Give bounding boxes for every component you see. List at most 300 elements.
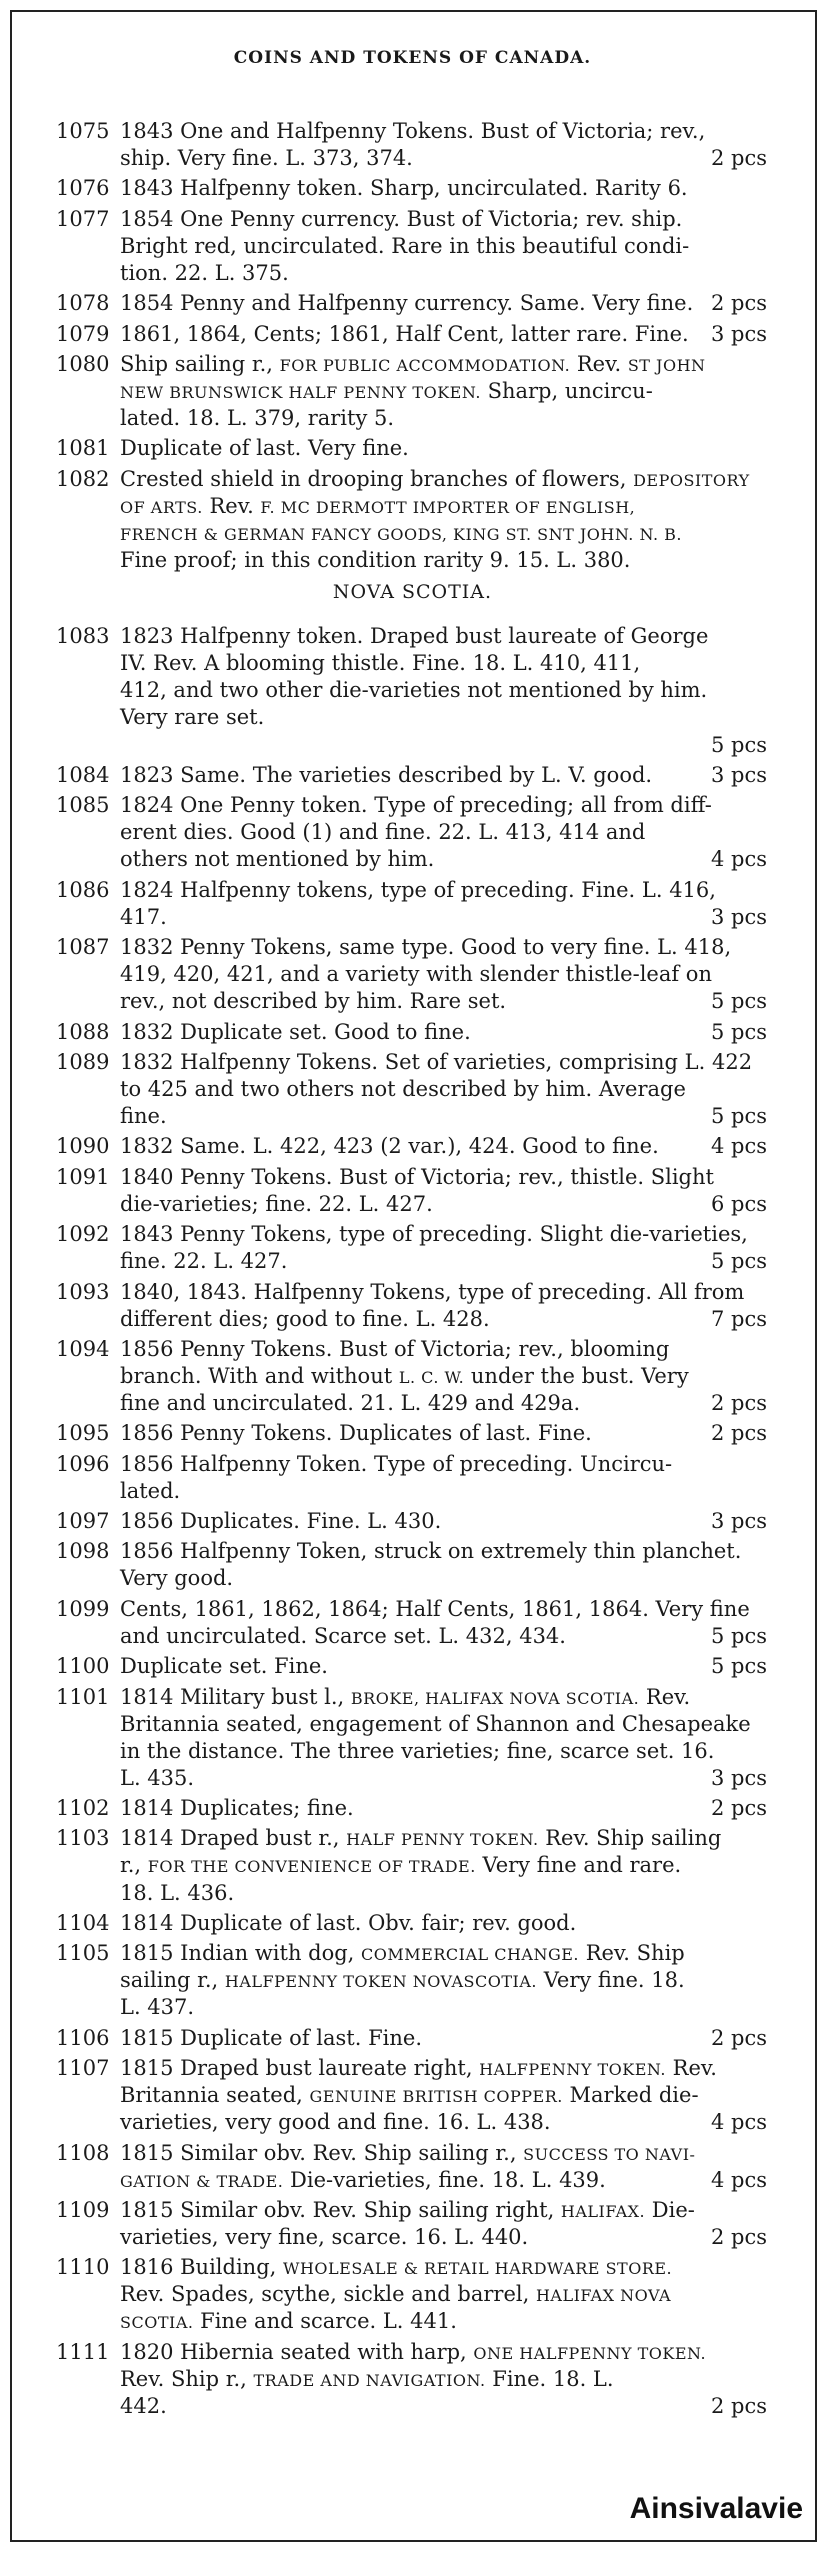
lot-quantity: 2 pcs [710, 2224, 767, 2249]
lot-text [120, 1221, 748, 1248]
lot-number: 1082 [56, 466, 110, 491]
lot-quantity: 4 pcs [710, 847, 767, 872]
lot-text [120, 547, 630, 574]
lot-quantity: 3 pcs [710, 904, 767, 929]
lot-text [120, 2254, 672, 2282]
lot-line [0, 290, 825, 317]
lot-number: 1111 [56, 2339, 110, 2364]
lot-text-run: Fine proof; in this condition rarity 9. 15. L. 380. [120, 547, 631, 572]
lot-line [0, 1508, 825, 1535]
lot-text [120, 466, 750, 494]
lot-line [0, 2025, 825, 2052]
lot-legend: NEW BRUNSWICK HALF PENNY TOKEN. [120, 382, 481, 402]
lot-text-run: 18. L. 436. [120, 1880, 235, 1905]
lot-line [0, 704, 825, 731]
lot-text [120, 961, 712, 988]
lot-text [120, 934, 731, 961]
lot-text-run: L. 435. [120, 1765, 195, 1790]
lot-text-run: 1815 Similar obv. Rev. Ship sailing r., [120, 2140, 524, 2165]
lot-text [120, 1133, 659, 1160]
lot-line [0, 1967, 825, 1994]
lot-text-run: 1856 Penny Tokens. Bust of Victoria; rev., blooming [120, 1336, 670, 1361]
lot-line [0, 1451, 825, 1478]
lot-text-run: to 425 and two others not described by him. Average [120, 1076, 686, 1101]
lot-line [0, 1390, 825, 1417]
lot-number: 1104 [56, 1910, 110, 1935]
lot-text-run: fine. 22. L. 427. [120, 1249, 288, 1274]
lot-text-run: 1843 Penny Tokens, type of preceding. Slight die-varieties, [120, 1222, 748, 1247]
lot-line [0, 846, 825, 873]
lot-text [120, 1508, 441, 1535]
lot-legend: WHOLESALE & RETAIL HARDWARE STORE. [283, 2259, 673, 2279]
lot-legend: DEPOSITORY [633, 470, 750, 490]
lot-text-run: 1832 Duplicate set. Good to fine. [120, 1019, 471, 1044]
lot-line [0, 792, 825, 819]
lot-text [120, 1738, 714, 1765]
lot-text [120, 1390, 580, 1417]
lot-line [0, 2339, 825, 2366]
lot-text [120, 1076, 686, 1103]
lot-text-run: 1840 Penny Tokens. Bust of Victoria; rev., thistle. Slight [120, 1164, 714, 1189]
lot-line [0, 1164, 825, 1191]
lot-line [0, 2393, 825, 2420]
lot-text-run: 412, and two other die-varieties not mentioned by him. [120, 678, 708, 703]
lot-legend: TRADE AND NAVIGATION. [253, 2370, 486, 2390]
lot-text [120, 650, 640, 677]
lot-number: 1079 [56, 321, 110, 346]
lot-line [0, 934, 825, 961]
lot-text-run: 1832 Penny Tokens, same type. Good to very fine. L. 418, [120, 935, 732, 960]
lot-quantity: 3 pcs [710, 1765, 767, 1790]
lot-text [120, 677, 707, 704]
lot-number: 1101 [56, 1684, 110, 1709]
lot-text [120, 1596, 750, 1623]
lot-line [0, 1940, 825, 1967]
lot-line [0, 1248, 825, 1275]
lot-legend: HALIFAX. [560, 2201, 646, 2221]
lot-line [0, 1279, 825, 1306]
lot-number: 1086 [56, 877, 110, 902]
lot-line [0, 1825, 825, 1852]
lot-text-run: 1856 Penny Tokens. Duplicates of last. Fine. [120, 1421, 592, 1446]
lot-text-run: 1823 Halfpenny token. Draped bust laureate of George [120, 624, 709, 649]
lot-line [0, 1623, 825, 1650]
lot-text-run: Fine. 18. L. [485, 2366, 614, 2391]
lot-quantity: 4 pcs [710, 1134, 767, 1159]
lot-text [120, 435, 409, 462]
lot-number: 1091 [56, 1164, 110, 1189]
lot-line [0, 732, 825, 759]
lot-text-run: and uncirculated. Scarce set. L. 432, 434. [120, 1623, 566, 1648]
lot-line [0, 623, 825, 650]
lot-text [120, 2308, 457, 2336]
lot-text-run: 1814 Military bust l., [120, 1684, 351, 1709]
lot-text-run: Rev. Ship r., [120, 2366, 254, 2391]
lot-line [0, 2055, 825, 2082]
lot-number: 1093 [56, 1279, 110, 1304]
lot-text-run: 1815 Draped bust laureate right, [120, 2056, 480, 2080]
lot-text-run: Cents, 1861, 1862, 1864; Half Cents, 1861, 1864. Very fine [120, 1596, 750, 1621]
lot-text [120, 988, 506, 1015]
lot-number: 1089 [56, 1049, 110, 1074]
lot-legend: SUCCESS TO NAVI- [523, 2144, 696, 2164]
lot-legend: HALFPENNY TOKEN. [479, 2060, 666, 2079]
lot-text [120, 1684, 690, 1712]
lot-text [120, 1478, 180, 1505]
lot-line [0, 1103, 825, 1130]
lot-text [120, 904, 167, 931]
lot-text-run: 1820 Hibernia seated with harp, [120, 2339, 474, 2364]
lot-text [120, 118, 705, 145]
lot-legend: COMMERCIAL CHANGE. [361, 1945, 580, 1965]
lot-text [120, 1103, 167, 1130]
lot-text-run: Rev. Ship sailing [538, 1826, 722, 1851]
lot-number: 1090 [56, 1134, 110, 1159]
lot-line [0, 650, 825, 677]
lot-text [120, 2140, 695, 2168]
lot-line [0, 1336, 825, 1363]
lot-text-run: in the distance. The three varieties; fine, scarce set. 16. [120, 1738, 715, 1763]
lot-line [0, 466, 825, 493]
lot-line [0, 1133, 825, 1160]
lot-text-run: others not mentioned by him. [120, 847, 435, 872]
lot-text-run: 1814 Draped bust r., [120, 1826, 347, 1851]
lot-quantity: 2 pcs [710, 146, 767, 171]
lot-text [120, 2167, 606, 2195]
lot-text [120, 1248, 287, 1275]
lot-text [120, 623, 708, 650]
lot-quantity: 3 pcs [710, 321, 767, 346]
lot-text-run: 1814 Duplicates; fine. [120, 1796, 354, 1821]
lot-text [120, 1164, 714, 1191]
lot-text-run: 417. [120, 904, 167, 929]
lot-text-run: 1815 Duplicate of last. Fine. [120, 2025, 422, 2050]
lot-line [0, 1221, 825, 1248]
lot-text [120, 2366, 614, 2394]
lot-text-run: 1854 One Penny currency. Bust of Victoria; rev. ship. [120, 206, 683, 231]
lot-text-run: 1843 Halfpenny token. Sharp, uncirculated. Rarity 6. [120, 176, 688, 201]
lot-text-run: die-varieties; fine. 22. L. 427. [120, 1191, 433, 1216]
lot-number: 1094 [56, 1336, 110, 1361]
lot-quantity: 5 pcs [710, 1623, 767, 1648]
lot-text-run: 1840, 1843. Halfpenny Tokens, type of preceding. All from [120, 1279, 745, 1304]
lot-line [0, 260, 825, 287]
lot-quantity: 5 pcs [710, 732, 767, 757]
lot-text [120, 762, 652, 789]
lot-number: 1108 [56, 2140, 110, 2165]
lot-line [0, 1684, 825, 1711]
lot-line [0, 206, 825, 233]
lot-quantity: 5 pcs [710, 989, 767, 1014]
lot-text [120, 233, 689, 260]
lot-text [120, 2339, 706, 2367]
lot-line [0, 988, 825, 1015]
lot-text-run: Crested shield in drooping branches of flowers, [120, 466, 634, 491]
lot-text-run: lated. 18. L. 379, rarity 5. [120, 405, 395, 430]
lot-line [0, 1565, 825, 1592]
lot-number: 1083 [56, 624, 110, 649]
lot-text [120, 819, 645, 846]
lot-text [120, 2393, 167, 2420]
lot-quantity: 2 pcs [710, 2025, 767, 2050]
lot-quantity: 4 pcs [710, 2167, 767, 2192]
lot-text [120, 1765, 194, 1792]
lot-text-run: fine and uncirculated. 21. L. 429 and 429a. [120, 1391, 581, 1416]
lot-quantity: 5 pcs [710, 1654, 767, 1679]
lot-number: 1099 [56, 1596, 110, 1621]
section-heading: NOVA SCOTIA. [332, 581, 493, 604]
lot-text [120, 1880, 234, 1907]
lot-number: 1080 [56, 351, 110, 376]
lot-text-run: Die- [645, 2197, 695, 2222]
lot-legend: OF ARTS. [120, 497, 203, 517]
lot-number: 1076 [56, 176, 110, 201]
lot-text-run: Die-varieties, fine. 18. L. 439. [283, 2167, 606, 2192]
lot-text-run: Bright red, uncirculated. Rare in this beautiful condi- [120, 233, 690, 258]
lot-text [120, 260, 289, 287]
lot-text-run: Duplicate set. Fine. [120, 1654, 328, 1679]
lot-text [120, 2197, 695, 2225]
lot-text-run: fine. [120, 1104, 167, 1129]
lot-number: 1084 [56, 762, 110, 787]
lot-text-run: 1832 Halfpenny Tokens. Set of varieties, comprising L. 422 [120, 1049, 753, 1074]
lot-line [0, 2308, 825, 2335]
lot-legend: L. C. W. [398, 1367, 465, 1387]
lot-line [0, 378, 825, 405]
lot-text [120, 846, 434, 873]
lot-text-run: branch. With and without [120, 1363, 399, 1388]
lot-text-run: 1815 Indian with dog, [120, 1941, 362, 1966]
lot-text-run: tion. 22. L. 375. [120, 260, 289, 285]
lot-line [0, 1738, 825, 1765]
lot-text [120, 2109, 551, 2136]
lot-line [0, 1019, 825, 1046]
lot-line [0, 1711, 825, 1738]
lot-text [120, 1623, 566, 1650]
lot-text-run: under the bust. Very [464, 1363, 689, 1388]
lot-number: 1109 [56, 2197, 110, 2222]
lot-text-run: Rev. [639, 1684, 691, 1709]
lot-text-run: different dies; good to fine. L. 428. [120, 1306, 490, 1331]
lot-line [0, 1852, 825, 1879]
lot-text [120, 206, 682, 233]
lot-text-run: ship. Very fine. L. 373, 374. [120, 146, 413, 171]
lot-line [0, 1191, 825, 1218]
lot-text [120, 1852, 681, 1880]
lot-text-run: erent dies. Good (1) and fine. 22. L. 413, 414 and [120, 820, 646, 845]
lot-text-run: Fine and scarce. L. 441. [193, 2309, 457, 2334]
lot-number: 1110 [56, 2255, 110, 2280]
lot-text [120, 1967, 685, 1995]
lot-text [120, 1336, 669, 1363]
lot-legend: F. MC DERMOTT IMPORTER OF ENGLISH, [260, 497, 636, 517]
lot-text [120, 1538, 741, 1565]
page-title: COINS AND TOKENS OF CANADA. [233, 48, 592, 68]
lot-line [0, 435, 825, 462]
lot-text-run: 1814 Duplicate of last. Obv. fair; rev. good. [120, 1910, 577, 1935]
lot-text-run: 1823 Same. The varieties described by L. V. good. [120, 762, 653, 787]
lot-number: 1103 [56, 1826, 110, 1851]
watermark: Ainsivalavie [629, 2492, 803, 2525]
lot-text-run: 1856 Halfpenny Token, struck on extremely thin planchet. [120, 1539, 742, 1564]
lot-line [0, 1420, 825, 1447]
lot-text-run: varieties, very fine, scarce. 16. L. 440. [120, 2224, 529, 2249]
lot-line [0, 405, 825, 432]
lot-line [0, 762, 825, 789]
lot-text-run: sailing r., [120, 1968, 225, 1993]
lot-legend: FRENCH & GERMAN FANCY GOODS, KING ST. SNT JOHN. N. B. [120, 524, 682, 544]
lot-line [0, 2109, 825, 2136]
lot-text-run: Rev. Spades, scythe, sickle and barrel, [120, 2282, 536, 2307]
lot-number: 1075 [56, 119, 110, 143]
lot-line [0, 2254, 825, 2281]
lot-line [0, 2197, 825, 2224]
lot-text [120, 1451, 672, 1478]
lot-text [120, 1994, 194, 2021]
lot-text-run: Britannia seated, engagement of Shannon and Chesapeake [120, 1711, 751, 1736]
lot-text [120, 1825, 721, 1853]
lot-quantity: 3 pcs [710, 762, 767, 787]
lot-line [0, 233, 825, 260]
lot-text [120, 2025, 422, 2052]
lot-text-run: 1816 Building, [120, 2255, 283, 2280]
lot-text [120, 1191, 433, 1218]
lot-line [0, 547, 825, 574]
lot-number: 1095 [56, 1421, 110, 1446]
lot-quantity: 2 pcs [710, 1421, 767, 1446]
lot-text [120, 321, 689, 348]
lot-line [0, 2366, 825, 2393]
lot-legend: GATION & TRADE. [120, 2171, 284, 2191]
lot-legend: FOR THE CONVENIENCE OF TRADE. [147, 1857, 476, 1877]
lot-number: 1092 [56, 1222, 110, 1247]
lot-text-run: r., [120, 1853, 148, 1878]
lot-quantity: 2 pcs [710, 1391, 767, 1416]
lot-text-run: 442. [120, 2393, 167, 2418]
lot-line [0, 2140, 825, 2167]
lot-text-run: Sharp, uncircu- [480, 378, 653, 403]
lot-line [0, 1880, 825, 1907]
lot-text-run: 1854 Penny and Halfpenny currency. Same. Very fine. [120, 291, 694, 316]
lot-text-run: rev., not described by him. Rare set. [120, 989, 507, 1014]
lot-text-run: Rev. [202, 493, 261, 518]
lot-legend: FOR PUBLIC ACCOMMODATION. [279, 355, 571, 375]
lot-line [0, 175, 825, 202]
lot-quantity: 6 pcs [710, 1191, 767, 1216]
lot-text-run: 1856 Duplicates. Fine. L. 430. [120, 1509, 442, 1534]
lot-text-run: 1824 Halfpenny tokens, type of preceding. Fine. L. 416, [120, 877, 716, 902]
lot-text-run: Rev. [665, 2056, 717, 2080]
lot-number: 1085 [56, 793, 110, 818]
lot-legend: HALIFAX NOVA [535, 2286, 672, 2306]
lot-number: 1106 [56, 2025, 110, 2050]
lot-text [120, 704, 264, 731]
lot-text-run: 1824 One Penny token. Type of preceding; all from diff- [120, 793, 712, 818]
lot-text [120, 405, 394, 432]
lot-legend: GENUINE BRITISH COPPER. [309, 2087, 563, 2107]
lot-quantity: 2 pcs [710, 2393, 767, 2418]
lot-text [120, 1711, 751, 1738]
lot-number: 1102 [56, 1796, 110, 1821]
lot-text [120, 1363, 689, 1391]
lot-number: 1097 [56, 1509, 110, 1534]
lot-line [0, 2167, 825, 2194]
lot-line [0, 118, 825, 145]
lot-line [0, 520, 825, 547]
lot-text-run: Duplicate of last. Very fine. [120, 436, 409, 461]
lot-line [0, 145, 825, 172]
lot-line [0, 2281, 825, 2308]
lot-legend: ST JOHN [627, 355, 706, 375]
lot-line [0, 1478, 825, 1505]
lot-text-run: L. 437. [120, 1995, 195, 2020]
lot-quantity: 3 pcs [710, 1509, 767, 1534]
lot-line [0, 1596, 825, 1623]
lot-line [0, 1795, 825, 1822]
lot-text [120, 1910, 576, 1937]
lot-line [0, 904, 825, 931]
lot-legend: HALF PENNY TOKEN. [346, 1830, 539, 1850]
lot-line [0, 1653, 825, 1680]
lot-text [120, 2055, 717, 2083]
lot-line [0, 493, 825, 520]
lot-text [120, 2281, 671, 2309]
lot-quantity: 4 pcs [710, 2110, 767, 2135]
lot-text-run: varieties, very good and fine. 16. L. 438. [120, 2110, 551, 2135]
lot-number: 1098 [56, 1539, 110, 1564]
lot-line [0, 1076, 825, 1103]
lot-text-run: Very fine and rare. [475, 1853, 682, 1878]
lot-line [0, 1538, 825, 1565]
lot-legend: HALFPENNY TOKEN NOVASCOTIA. [224, 1972, 538, 1992]
lot-line [0, 1049, 825, 1076]
lot-legend: SCOTIA. [120, 2313, 194, 2333]
lot-text [120, 378, 653, 406]
lot-line [0, 321, 825, 348]
lot-text-run: 1815 Similar obv. Rev. Ship sailing right, [120, 2197, 561, 2222]
lot-line [0, 961, 825, 988]
lot-text [120, 1049, 752, 1076]
lot-line [0, 1994, 825, 2021]
lot-line [0, 819, 825, 846]
lot-text [120, 520, 682, 548]
lot-text [120, 351, 706, 379]
lot-line [0, 2082, 825, 2109]
lot-legend: BROKE, HALIFAX NOVA SCOTIA. [350, 1688, 640, 1708]
lot-text [120, 1565, 233, 1592]
lot-text [120, 175, 688, 202]
lot-quantity: 5 pcs [710, 1104, 767, 1129]
lot-text [120, 2082, 699, 2110]
lot-line [0, 877, 825, 904]
lot-text-run: IV. Rev. A blooming thistle. Fine. 18. L. 410, 411, [120, 651, 641, 676]
lot-quantity: 5 pcs [710, 1249, 767, 1274]
lot-text [120, 1279, 744, 1306]
lot-text [120, 2224, 528, 2251]
lot-legend: ONE HALFPENNY TOKEN. [473, 2343, 707, 2363]
lot-number: 1078 [56, 291, 110, 316]
lot-text [120, 1653, 328, 1680]
lot-text [120, 1940, 685, 1968]
lot-line [0, 1910, 825, 1937]
lot-line [0, 1765, 825, 1792]
lot-number: 1105 [56, 1941, 110, 1966]
lot-number: 1096 [56, 1451, 110, 1476]
lot-line [0, 677, 825, 704]
lot-text-run: Britannia seated, [120, 2083, 310, 2108]
lot-text-run: Very good. [120, 1566, 234, 1591]
lot-text-run: Rev. Ship [579, 1941, 685, 1966]
